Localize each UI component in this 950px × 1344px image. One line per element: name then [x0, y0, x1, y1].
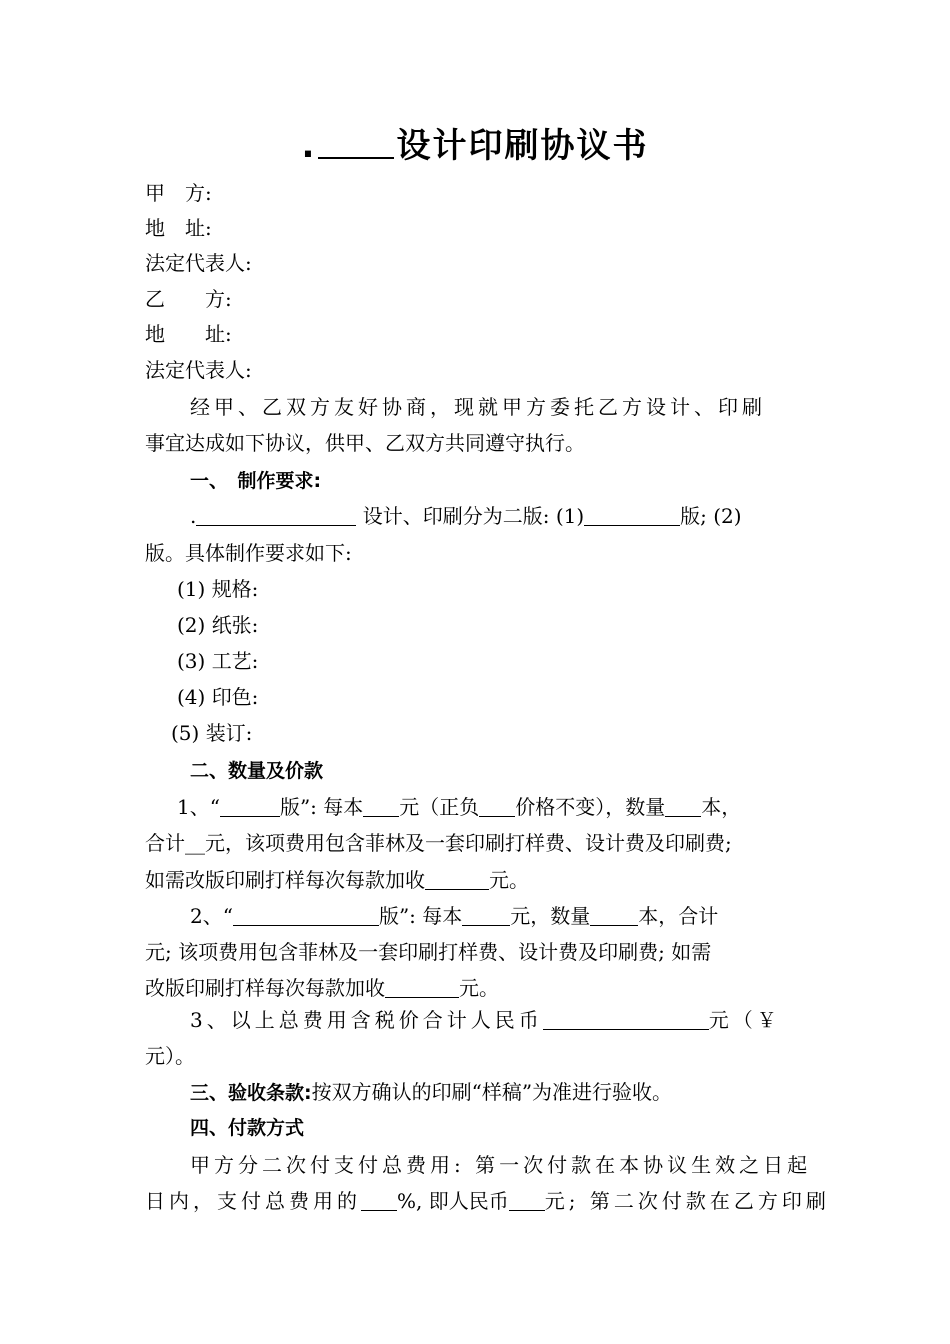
blank: [196, 505, 356, 526]
document-title: [0, 118, 950, 167]
blank: [665, 796, 701, 817]
section-2-p2-line-3: 改版印刷打样每次每款加收 元。: [145, 976, 499, 1000]
blank: [385, 977, 459, 998]
section-2-p1-line-2: 合计__元，该项费用包含菲林及一套印刷打样费、设计费及印刷费;: [145, 831, 732, 855]
blank: [462, 905, 510, 926]
party-b-representative: 法定代表人:: [145, 358, 252, 382]
blank: [363, 796, 399, 817]
spec-item-process: (3) 工艺:: [177, 649, 259, 673]
party-a-address: 地 址:: [145, 216, 212, 240]
party-a-label: 甲 方:: [145, 181, 212, 205]
party-b-label: 乙 方:: [145, 287, 232, 311]
section-1-heading: 一、 制作要求:: [190, 470, 322, 492]
intro-line-1: 经甲、乙双方友好协商，现就甲方委托乙方设计、印刷: [190, 395, 766, 419]
party-a-representative: 法定代表人:: [145, 251, 252, 275]
blank: [479, 796, 515, 817]
spec-item-size: (1) 规格:: [177, 577, 259, 601]
section-3-text: 按双方确认的印刷“样稿”为准进行验收。: [311, 1080, 673, 1104]
section-2-p3-line-1: 3、以上总费用含税价合计人民币 元（￥: [190, 1008, 781, 1032]
blank: [425, 869, 489, 890]
section-1-line-2: 版。具体制作要求如下:: [145, 541, 352, 565]
intro-line-2: 事宜达成如下协议，供甲、乙双方共同遵守执行。: [145, 431, 585, 455]
section-2-p2-line-2: 元; 该项费用包含菲林及一套印刷打样费、设计费及印刷费; 如需: [145, 940, 712, 964]
blank: [590, 905, 638, 926]
party-b-address: 地 址:: [145, 322, 232, 346]
title-text: 设计印刷协议书: [396, 126, 649, 166]
section-2-p1-line-1: 1、“ 版”: 每本 元（正负 价格不变），数量 本，: [177, 795, 742, 819]
section-2-heading: 二、数量及价款: [190, 760, 324, 782]
section-4-heading: 四、付款方式: [190, 1117, 305, 1139]
blank: [509, 1190, 545, 1211]
section-2-p1-line-3: 如需改版印刷打样每次每款加收 元。: [145, 868, 529, 892]
section-1-line-1: . 设计、印刷分为二版: (1) 版; (2): [190, 504, 742, 528]
section-3: [190, 1079, 672, 1106]
blank: [220, 796, 280, 817]
blank: [584, 505, 680, 526]
spec-item-color: (4) 印色:: [177, 685, 259, 709]
spec-item-paper: (2) 纸张:: [177, 613, 259, 637]
title-blank: [318, 127, 394, 159]
section-4-line-1: 甲方分二次付支付总费用: 第一次付款在本协议生效之日起: [190, 1153, 812, 1177]
blank: [361, 1190, 397, 1211]
title-prefix: .: [301, 126, 317, 166]
section-4-line-2: 日内，支付总费用的 %, 即人民币 元; 第二次付款在乙方印刷: [145, 1189, 830, 1213]
spec-item-binding: (5) 装订:: [171, 721, 253, 745]
section-2-p2-line-1: 2、“ 版”: 每本 元，数量 本，合计: [190, 904, 719, 928]
section-2-p3-line-2: 元）。: [145, 1044, 195, 1068]
blank: [233, 905, 379, 926]
blank: [543, 1009, 709, 1030]
section-3-heading: 三、验收条款:: [190, 1082, 312, 1104]
